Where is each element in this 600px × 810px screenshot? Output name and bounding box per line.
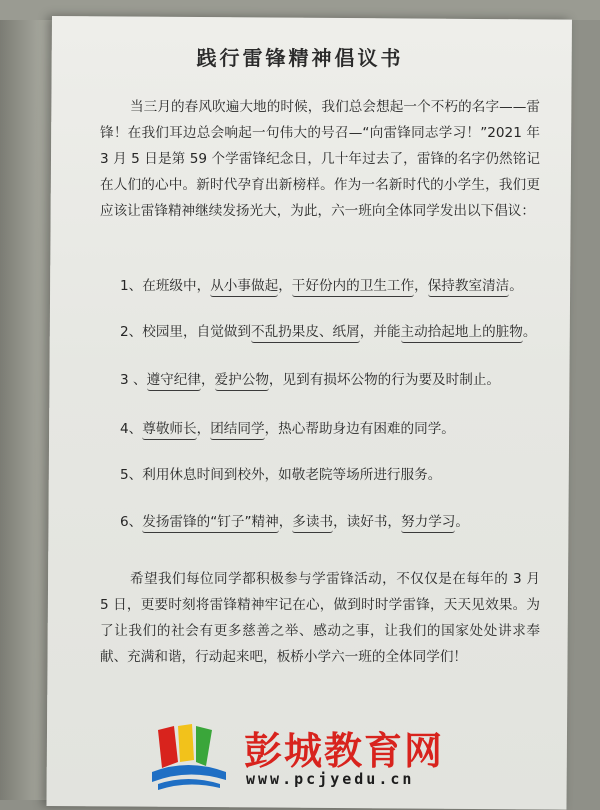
- item-text: 4、: [120, 421, 143, 437]
- underlined-phrase: 发扬雷锋的“钉子”精神: [142, 514, 278, 533]
- watermark-site-name: 彭城教育网: [244, 729, 445, 773]
- underlined-phrase: 从小事做起: [210, 278, 278, 297]
- underlined-phrase: 多读书: [292, 514, 333, 533]
- item-text: 2、校园里，自觉做到: [120, 324, 251, 340]
- item-text: ，: [278, 514, 293, 530]
- watermark-url: www.pcjyedu.cn: [246, 770, 415, 788]
- item-text: ，: [196, 421, 211, 437]
- closing-paragraph: 希望我们每位同学都积极参与学雷锋活动，不仅仅是在每年的 3 月 5 日，更要时刻将雷锋精神牢记在心，做到时时学雷锋，天天见效果。为了让我们的社会有更多慈善之举、感动之事，让我们的国家处处讲求奉献、充满和谐，行动起来吧，板桥小学六一班的全体同学们！: [100, 571, 540, 665]
- item-text: 。: [455, 514, 469, 530]
- underlined-phrase: 干好份内的卫生工作: [292, 278, 414, 297]
- logo-segment-blue-base: [158, 779, 220, 790]
- underlined-phrase: 努力学习: [401, 514, 455, 533]
- item-text: 5、利用休息时间到校外，如敬老院等场所进行服务。: [120, 467, 442, 483]
- proposal-item-1: [120, 276, 550, 296]
- underlined-phrase: 遵守纪律: [147, 372, 201, 391]
- item-text: ，: [414, 278, 428, 294]
- proposal-item-6: [120, 512, 550, 532]
- proposal-item-5: [120, 465, 550, 485]
- item-text: ，: [278, 278, 292, 294]
- item-text: 。: [509, 278, 523, 294]
- underlined-phrase: 尊敬师长: [142, 421, 196, 440]
- item-text: 6、: [120, 514, 143, 530]
- underlined-phrase: 主动拾起地上的脏物: [401, 324, 523, 343]
- item-text: ，热心帮助身边有困难的同学。: [264, 421, 455, 437]
- site-watermark: [148, 718, 468, 798]
- item-text: ，并能: [359, 324, 401, 340]
- item-text: 1、在班级中，: [120, 278, 211, 294]
- item-text: ，: [200, 372, 215, 388]
- proposal-item-2: [120, 322, 550, 342]
- underlined-phrase: 保持教室清洁: [428, 278, 510, 297]
- logo-segment-yellow: [178, 724, 194, 762]
- proposal-item-3: [120, 370, 550, 390]
- item-text: ，见到有损坏公物的行为要及时制止。: [268, 372, 501, 388]
- logo-segment-green: [196, 726, 212, 766]
- book-logo-icon: [148, 722, 230, 792]
- proposal-item-4: [120, 419, 550, 439]
- document-title: 践行雷锋精神倡议书: [196, 46, 404, 70]
- underlined-phrase: 团结同学: [210, 421, 264, 440]
- logo-segment-red: [158, 726, 178, 768]
- item-text: 。: [522, 324, 537, 340]
- item-text: 3 、: [120, 372, 147, 388]
- underlined-phrase: 爱护公物: [215, 372, 269, 391]
- item-text: ，读好书，: [333, 514, 402, 530]
- intro-paragraph: 当三月的春风吹遍大地的时候，我们总会想起一个不朽的名字——雷锋！在我们耳边总会响起一句伟大的号召—“向雷锋同志学习！”2021 年 3 月 5 日是第 59 个学雷锋纪念日，几十年过去了，雷锋的名字仍然铭记在人们的心中。新时代孕育出新榜样。作为一名新时代的小学生，我们更应该让雷锋精神继续发扬光大，为此，六一班向全体同学发出以下倡议：: [100, 99, 540, 219]
- underlined-phrase: 不乱扔果皮、纸屑: [251, 324, 360, 343]
